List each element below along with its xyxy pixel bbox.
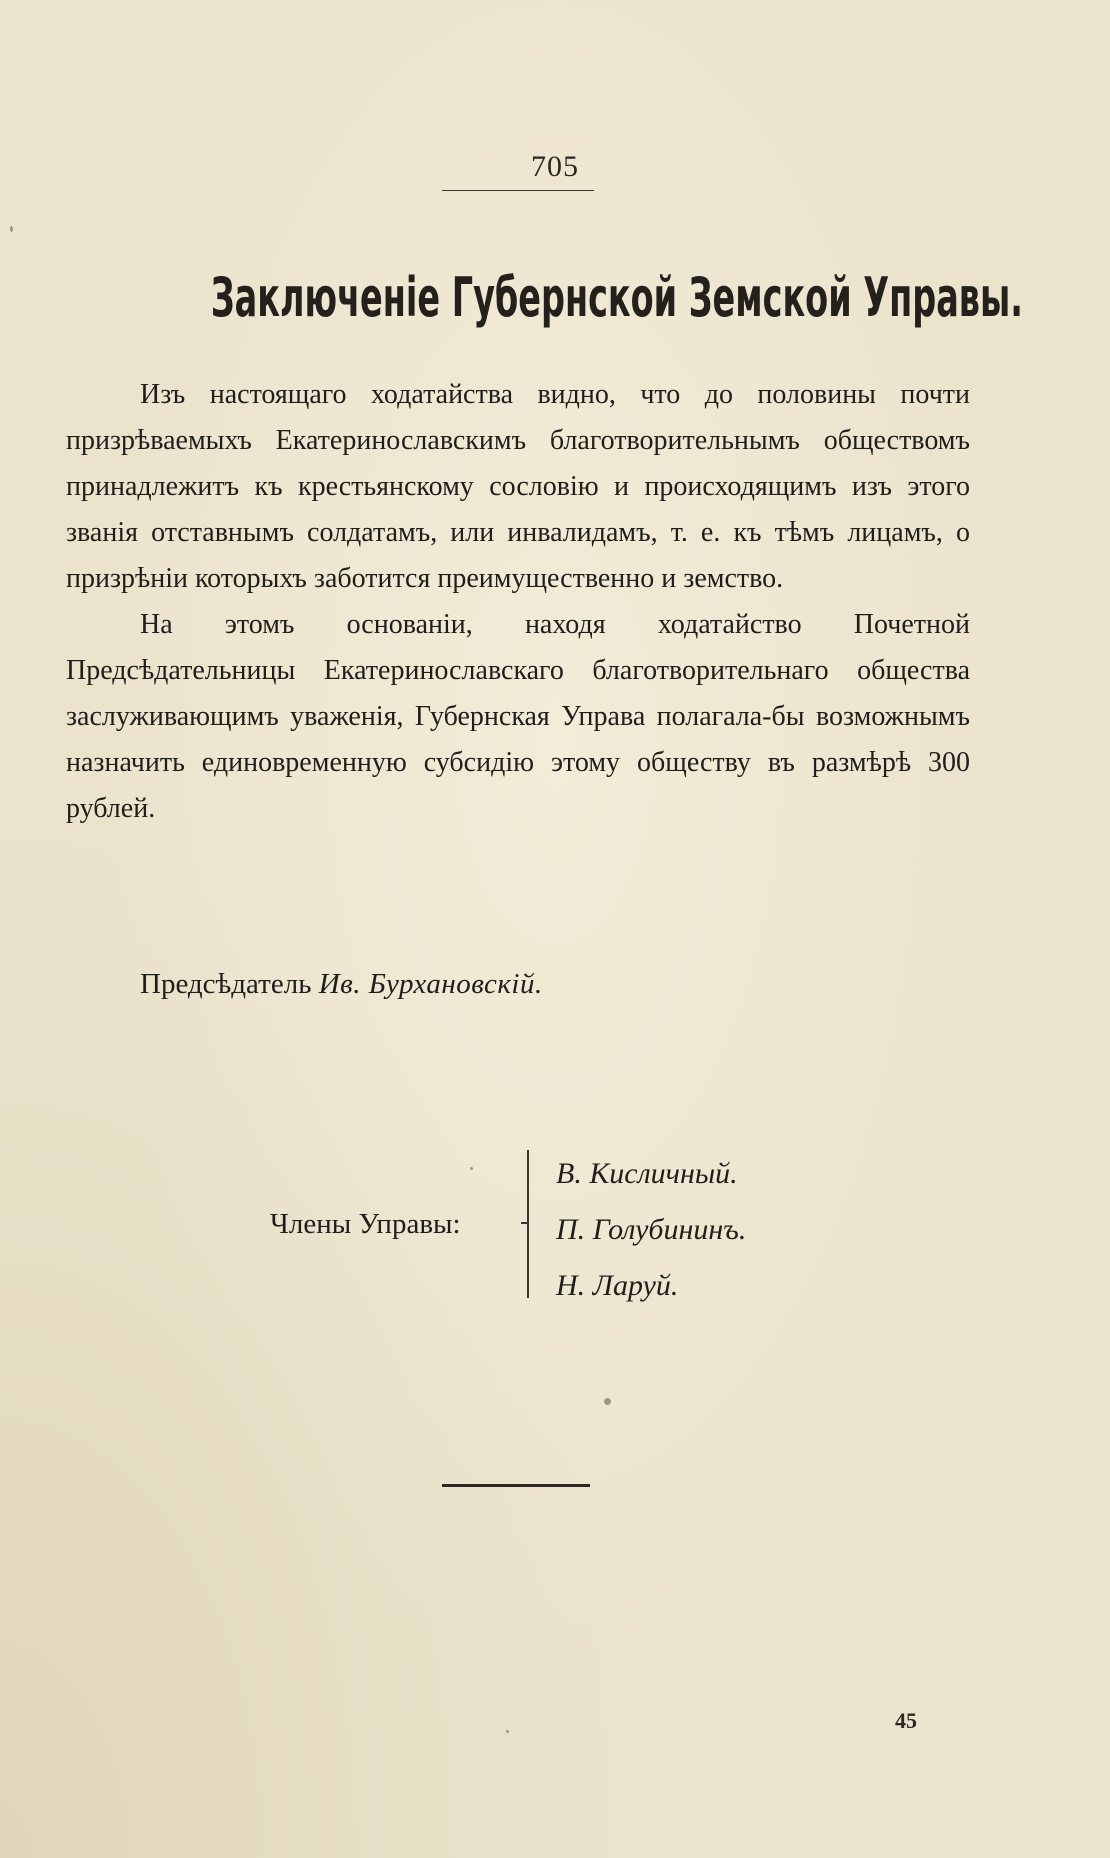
members-label: Члены Управы: [270, 1208, 461, 1240]
members-list [556, 1146, 746, 1314]
member-name: Н. Ларуй. [556, 1269, 679, 1302]
members-brace [527, 1150, 529, 1298]
page-number: 705 [531, 150, 579, 183]
body-text [66, 372, 970, 832]
paper-speck [506, 1730, 509, 1733]
page-title: Заключенiе Губернской Земской Управы. [210, 266, 1023, 329]
chairman-name: Ив. Бурхановскiй. [318, 968, 543, 1000]
paragraph-2: На этомъ основанiи, находя ходатайство Почетной Предсѣдательницы Екатеринославскаго благотворительнаго общества заслуживающимъ уваженiя, Губернская Управа полагала-бы возможнымъ назначить единовременную субсидiю этому обществу въ размѣрѣ 300 рублей. [66, 609, 970, 824]
member-name: В. Кисличный. [556, 1157, 738, 1190]
paper-speck [604, 1398, 611, 1405]
paper-speck [470, 1167, 473, 1170]
paragraph-1: Изъ настоящаго ходатайства видно, что до половины почти призрѣваемыхъ Екатеринославскимъ благотворительнымъ обществомъ принадлежитъ къ крестьянскому сословiю и происходящимъ изъ этого званiя отставнымъ солдатамъ, или инвалидамъ, т. е. къ тѣмъ лицамъ, о призрѣнiи которыхъ заботится преимущественно и земство. [66, 379, 970, 594]
footer-rule [442, 1484, 590, 1487]
paper-speck [10, 226, 13, 232]
chairman-label: Предсѣдатель [140, 968, 312, 1000]
header-rule [442, 190, 594, 191]
member-name: П. Голубининъ. [556, 1213, 747, 1246]
members-brace-point [521, 1222, 527, 1224]
sheet-signature-mark: 45 [895, 1708, 917, 1733]
chairman-signature [140, 962, 543, 1006]
